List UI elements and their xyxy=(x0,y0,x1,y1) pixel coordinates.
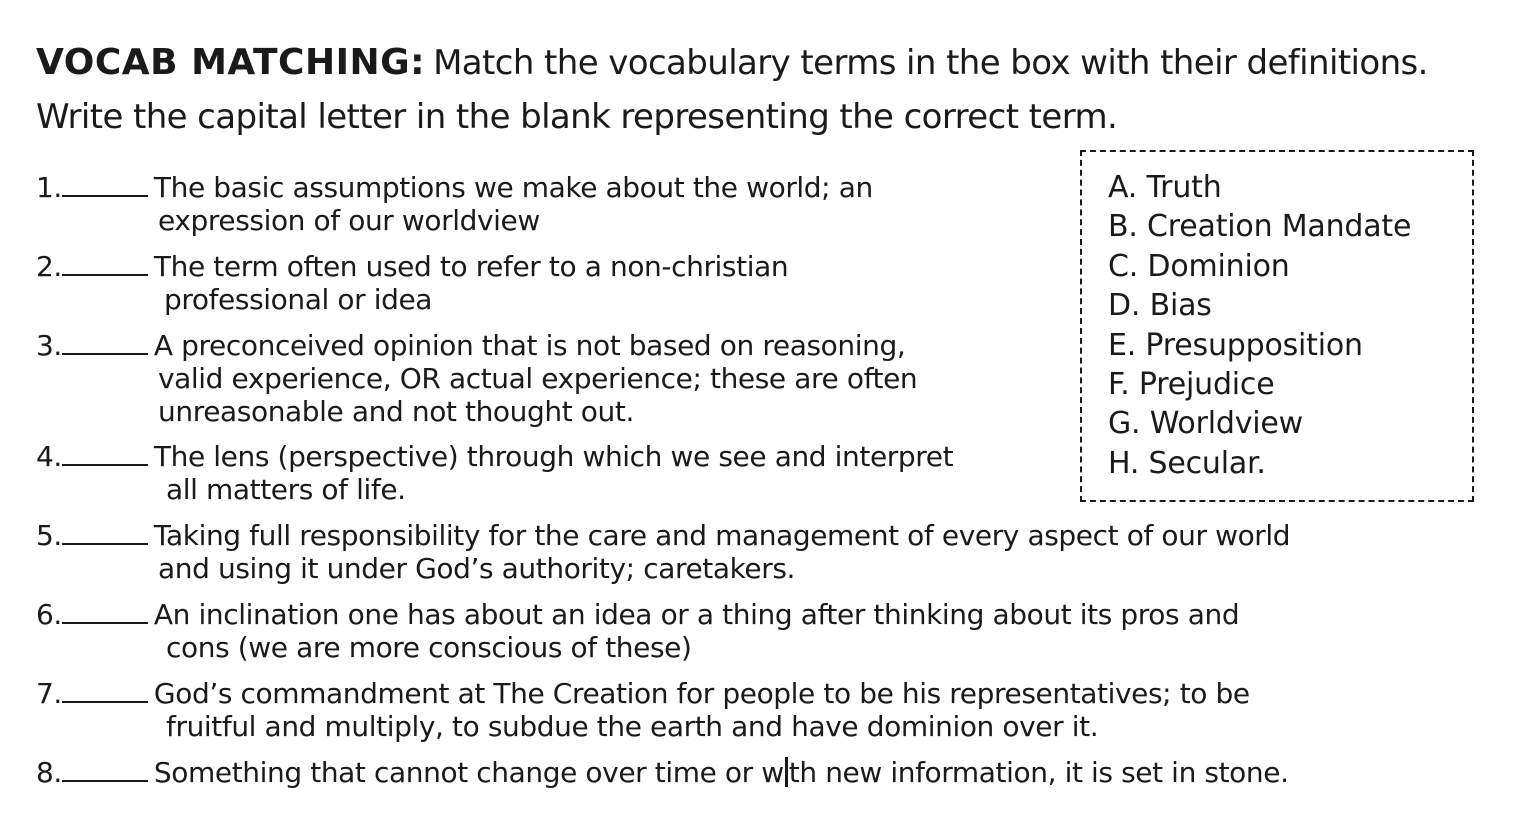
question-text-line-1: The term often used to refer to a non-christian xyxy=(153,250,789,283)
question-text-line-1: A preconceived opinion that is not based on reasoning, xyxy=(153,329,906,362)
question-text-line-1: The lens (perspective) through which we see and interpret xyxy=(153,440,954,473)
worksheet-header xyxy=(36,36,1496,144)
term-f: F. Prejudice xyxy=(1108,367,1275,403)
vocabulary-term-box xyxy=(1080,150,1474,502)
question-text-line-2: all matters of life. xyxy=(166,473,406,506)
question-number: 6. xyxy=(36,598,62,631)
term-h: H. Secular. xyxy=(1108,445,1266,481)
header-line-1 xyxy=(36,36,1496,90)
question-text-line-1: God’s commandment at The Creation for people to be his representatives; to be xyxy=(153,677,1250,710)
term-c: C. Dominion xyxy=(1108,248,1290,284)
term-e: E. Presupposition xyxy=(1108,327,1363,363)
question-text-line-2: professional or idea xyxy=(164,283,433,316)
answer-blank-5[interactable] xyxy=(62,521,148,545)
question-text-before-cursor: Something that cannot change over time or w xyxy=(153,756,784,789)
question-number: 2. xyxy=(36,250,62,283)
instructions-part-2: Write the capital letter in the blank representing the correct term. xyxy=(36,97,1118,137)
term-d: D. Bias xyxy=(1108,288,1212,324)
term-a: A. Truth xyxy=(1108,170,1222,205)
term-b: B. Creation Mandate xyxy=(1108,209,1412,245)
question-3 xyxy=(36,329,917,428)
answer-blank-4[interactable] xyxy=(62,442,148,466)
question-text-line-3: unreasonable and not thought out. xyxy=(158,395,634,428)
question-number: 8. xyxy=(36,756,62,789)
question-6 xyxy=(36,598,1239,664)
question-1 xyxy=(36,171,873,237)
question-5 xyxy=(36,519,1290,585)
question-number: 7. xyxy=(36,677,62,710)
answer-blank-3[interactable] xyxy=(62,331,148,355)
question-text-line-2: expression of our worldview xyxy=(158,204,540,237)
question-8 xyxy=(36,756,1289,789)
answer-blank-2[interactable] xyxy=(62,252,148,276)
term-g: G. Worldview xyxy=(1108,406,1303,442)
question-text-line-2: cons (we are more conscious of these) xyxy=(166,631,692,664)
question-text-after-cursor: th new information, it is set in stone. xyxy=(788,756,1289,789)
question-4 xyxy=(36,440,953,506)
instructions-part-1: Match the vocabulary terms in the box with their definitions. xyxy=(433,43,1428,83)
question-text-line-1: An inclination one has about an idea or a thing after thinking about its pros and xyxy=(153,598,1240,631)
question-2 xyxy=(36,250,788,316)
answer-blank-7[interactable] xyxy=(62,679,148,703)
answer-blank-1[interactable] xyxy=(62,173,148,197)
question-text-line-1: The basic assumptions we make about the world; an xyxy=(153,171,873,204)
question-number: 3. xyxy=(36,329,62,362)
answer-blank-8[interactable] xyxy=(62,758,148,782)
question-text-line-2: fruitful and multiply, to subdue the earth and have dominion over it. xyxy=(166,710,1099,743)
text-cursor xyxy=(785,757,788,787)
question-number: 1. xyxy=(36,171,62,204)
answer-blank-6[interactable] xyxy=(62,600,148,624)
question-number: 4. xyxy=(36,440,62,473)
question-text-line-1: Taking full responsibility for the care and management of every aspect of our world xyxy=(153,519,1291,552)
question-text-line-2: valid experience, OR actual experience; these are often xyxy=(158,362,918,395)
question-text-line-2: and using it under God’s authority; caretakers. xyxy=(158,552,796,585)
question-7 xyxy=(36,677,1250,743)
worksheet-title: VOCAB MATCHING: xyxy=(36,42,426,83)
question-number: 5. xyxy=(36,519,62,552)
